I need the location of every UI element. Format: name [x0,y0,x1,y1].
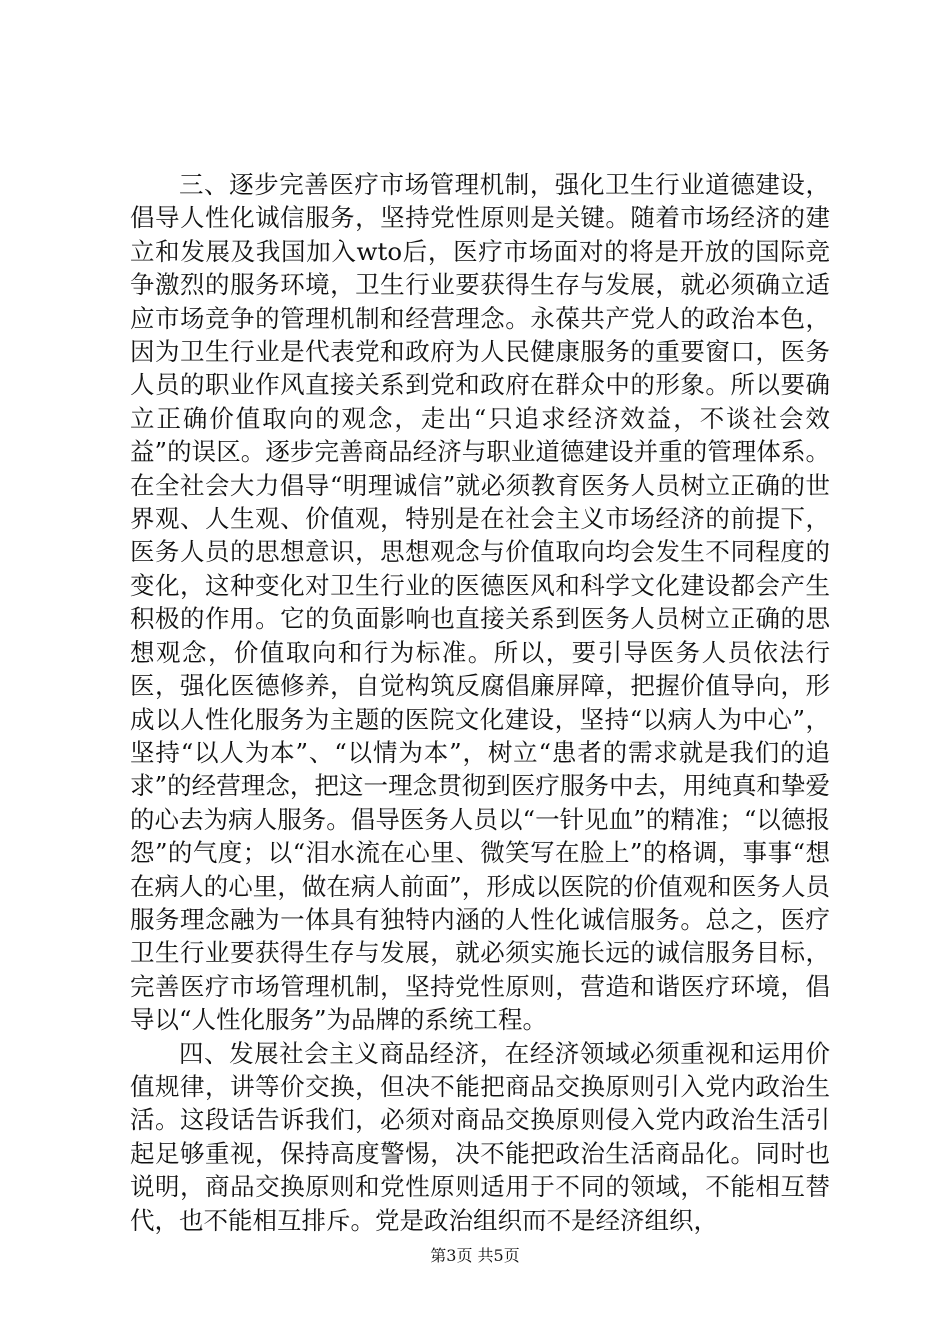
page-number: 第3页 共5页 [430,1246,520,1265]
page-footer [0,1243,950,1266]
document-body [130,168,830,1237]
paragraph-4: 四、发展社会主义商品经济，在经济领域必须重视和运用价值规律，讲等价交换，但决不能把商品交换原则引入党内政治生活。这段话告诉我们，必须对商品交换原则侵入党内政治生活引起足够重视，保持高度警惕，决不能把政治生活商品化。同时也说明，商品交换原则和党性原则适用于不同的领域，不能相互替代，也不能相互排斥。党是政治组织而不是经济组织， [130,1038,830,1235]
paragraph-3: 三、逐步完善医疗市场管理机制，强化卫生行业道德建设，倡导人性化诚信服务，坚持党性原则是关键。随着市场经济的建立和发展及我国加入wto后，医疗市场面对的将是开放的国际竞争激烈的服务环境，卫生行业要获得生存与发展，就必须确立适应市场竞争的管理机制和经营理念。永葆共产党人的政治本色，因为卫生行业是代表党和政府为人民健康服务的重要窗口，医务人员的职业作风直接关系到党和政府在群众中的形象。所以要确立正确价值取向的观念，走出“只追求经济效益，不谈社会效益”的误区。逐步完善商品经济与职业道德建设并重的管理体系。在全社会大力倡导“明理诚信”就必须教育医务人员树立正确的世界观、人生观、价值观，特别是在社会主义市场经济的前提下，医务人员的思想意识，思想观念与价值取向均会发生不同程度的变化，这种变化对卫生行业的医德医风和科学文化建设都会产生积极的作用。它的负面影响也直接关系到医务人员树立正确的思想观念，价值取向和行为标准。所以，要引导医务人员依法行医，强化医德修养，自觉构筑反腐倡廉屏障，把握价值导向，形成以人性化服务为主题的医院文化建设，坚持“以病人为中心”，坚持“以人为本”、“以情为本”，树立“患者的需求就是我们的追求”的经营理念，把这一理念贯彻到医疗服务中去，用纯真和挚爱的心去为病人服务。倡导医务人员以“一针见血”的精准；“以德报怨”的气度；以“泪水流在心里、微笑写在脸上”的格调，事事“想在病人的心里，做在病人前面”，形成以医院的价值观和医务人员服务理念融为一体具有独特内涵的人性化诚信服务。总之，医疗卫生行业要获得生存与发展，就必须实施长远的诚信服务目标，完善医疗市场管理机制，坚持党性原则，营造和谐医疗环境，倡导以“人性化服务”为品牌的系统工程。 [130,170,830,1035]
